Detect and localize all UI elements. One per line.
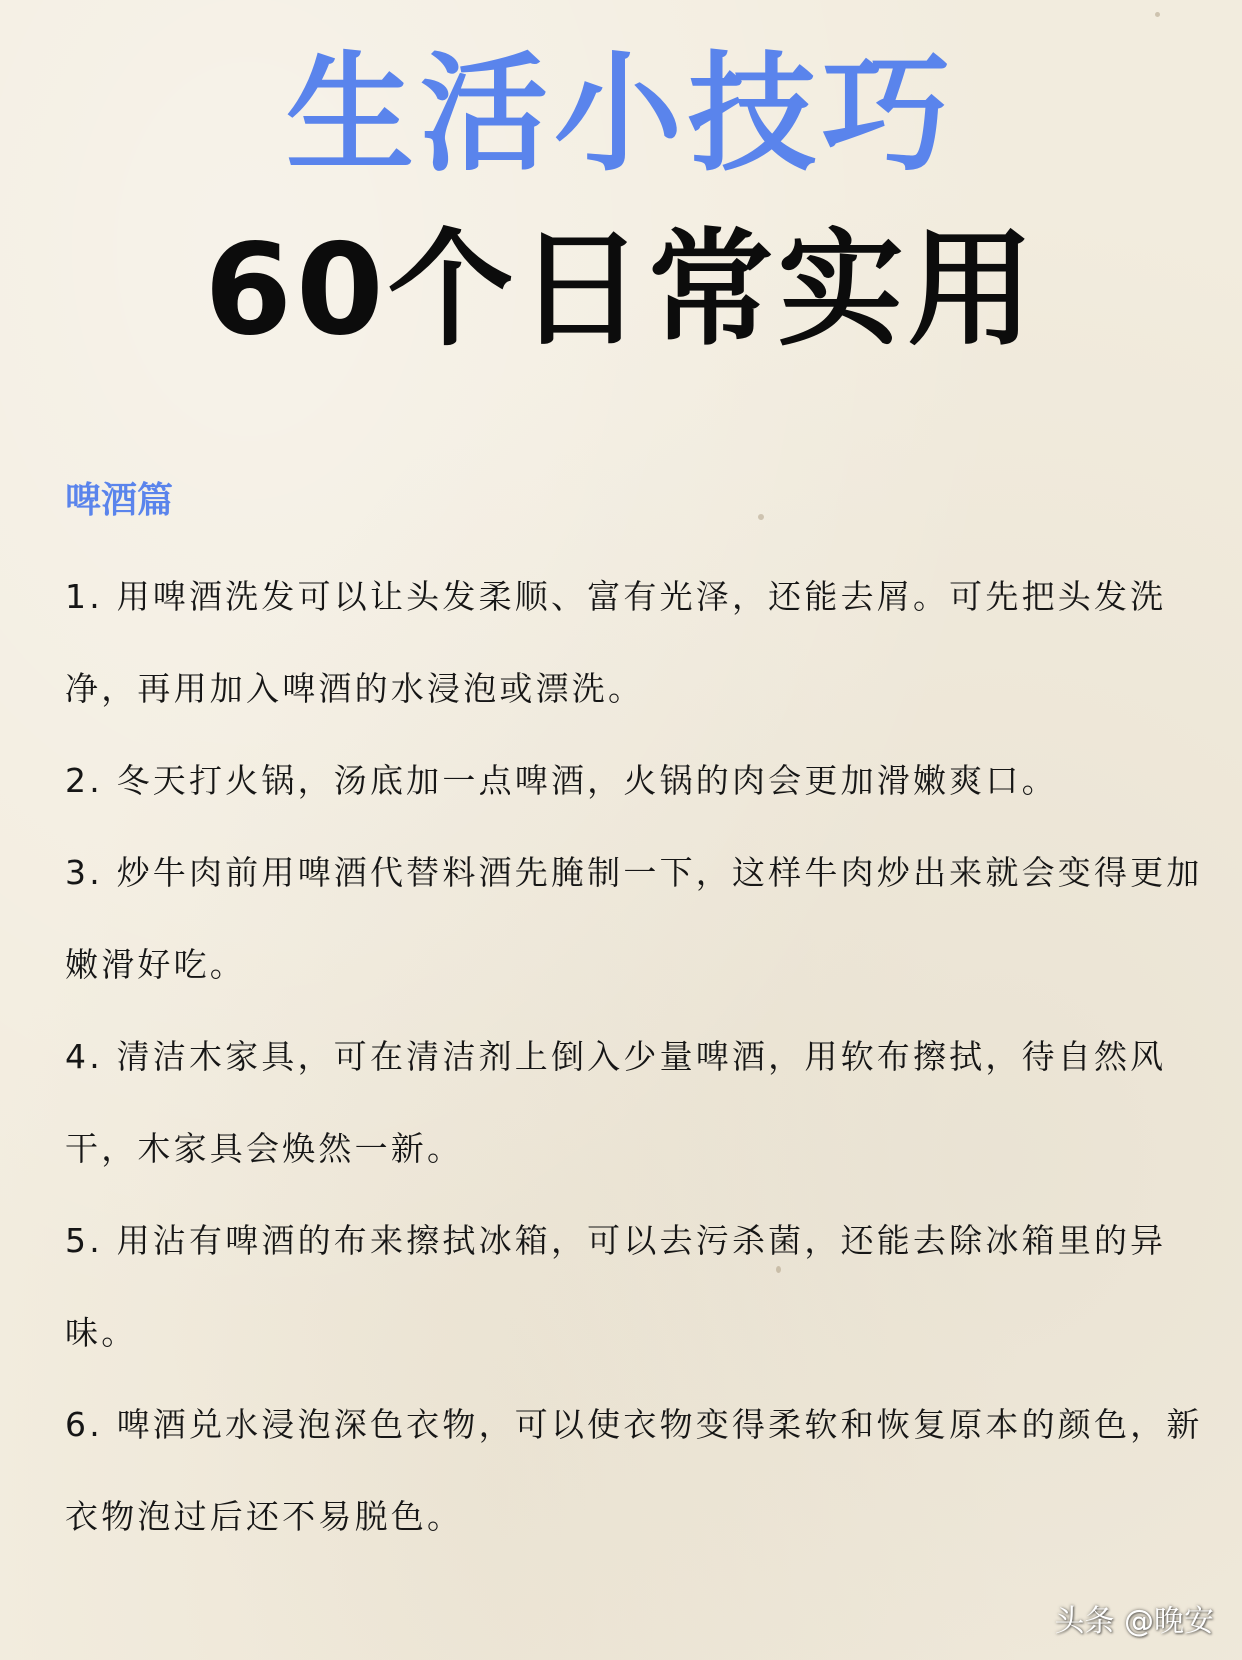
tip-item: 6. 啤酒兑水浸泡深色衣物，可以使衣物变得柔软和恢复原本的颜色，新衣物泡过后还不易脱色。: [65, 1405, 1203, 1536]
tips-list: [65, 551, 1205, 1563]
section-heading: 啤酒篇: [65, 480, 174, 521]
tip-item: 5. 用沾有啤酒的布来擦拭冰箱，可以去污杀菌，还能去除冰箱里的异味。: [65, 1221, 1167, 1352]
paper-speck: [1155, 12, 1160, 17]
tip-item: 2. 冬天打火锅，汤底加一点啤酒，火锅的肉会更加滑嫩爽口。: [65, 761, 1058, 800]
watermark: 头条 @晚安: [1054, 1604, 1214, 1639]
page-title: 生活小技巧: [285, 40, 956, 189]
tip-item: 1. 用啤酒洗发可以让头发柔顺、富有光泽，还能去屑。可先把头发洗净，再用加入啤酒的水浸泡或漂洗。: [65, 577, 1167, 708]
tip-item: 4. 清洁木家具，可在清洁剂上倒入少量啤酒，用软布擦拭，待自然风干，木家具会焕然一新。: [65, 1037, 1167, 1168]
page-subtitle: 60个日常实用: [204, 216, 1038, 363]
tip-item: 3. 炒牛肉前用啤酒代替料酒先腌制一下，这样牛肉炒出来就会变得更加嫩滑好吃。: [65, 853, 1203, 984]
paper-speck: [758, 514, 764, 520]
